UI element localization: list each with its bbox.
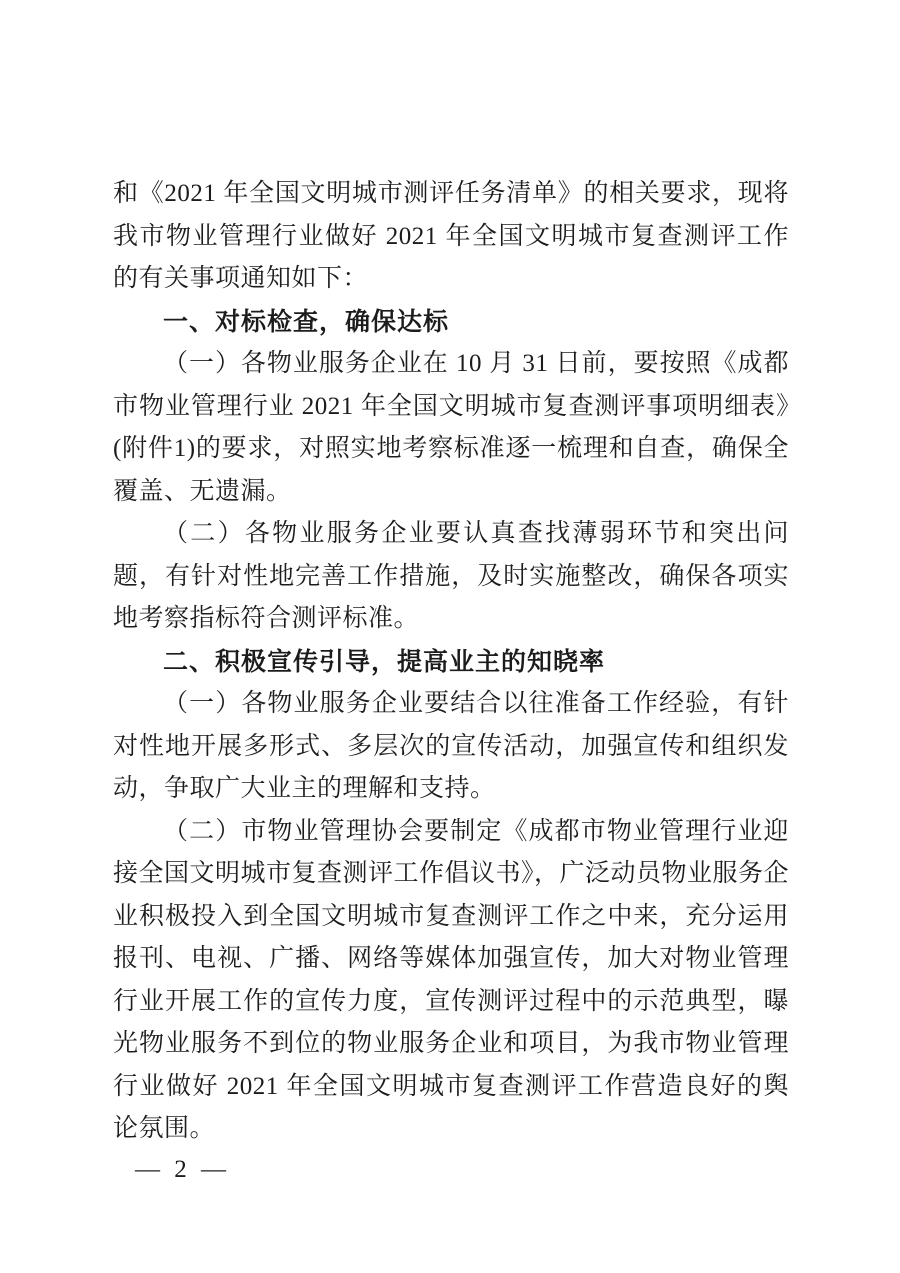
- section-2-heading: 二、积极宣传引导，提高业主的知晓率: [163, 647, 606, 676]
- paragraph-intro-continuation: 和《2021 年全国文明城市测评任务清单》的相关要求，现将我市物业管理行业做好 2021 年全国文明城市复查测评工作的有关事项通知如下：: [113, 180, 789, 292]
- section-1-item-1: （一）各物业服务企业在 10 月 31 日前，要按照《成都市物业管理行业 2021 年全国文明城市复查测评事项明细表》(附件1)的要求，对照实地考察标准逐一梳理和自查，确保全覆盖、无遗漏。: [113, 350, 789, 505]
- section-1-item-2: （二）各物业服务企业要认真查找薄弱环节和突出问题，有针对性地完善工作措施，及时实施整改，确保各项实地考察指标符合测评标准。: [113, 520, 789, 632]
- section-2-item-1: （一）各物业服务企业要结合以往准备工作经验，有针对性地开展多形式、多层次的宣传活动，加强宣传和组织发动，争取广大业主的理解和支持。: [113, 690, 789, 802]
- document-body: [113, 173, 789, 1151]
- page-number: — 2 —: [135, 1156, 230, 1183]
- section-2-item-2: （二）市物业管理协会要制定《成都市物业管理行业迎接全国文明城市复查测评工作倡议书》，广泛动员物业服务企业积极投入到全国文明城市复查测评工作之中来，充分运用报刊、电视、广播、网络等媒体加强宣传，加大对物业管理行业开展工作的宣传力度，宣传测评过程中的示范典型，曝光物业服务不到位的物业服务企业和项目，为我市物业管理行业做好 2021 年全国文明城市复查测评工作营造良好的舆论氛围。: [113, 817, 790, 1142]
- section-1-heading: 一、对标检查，确保达标: [163, 307, 450, 336]
